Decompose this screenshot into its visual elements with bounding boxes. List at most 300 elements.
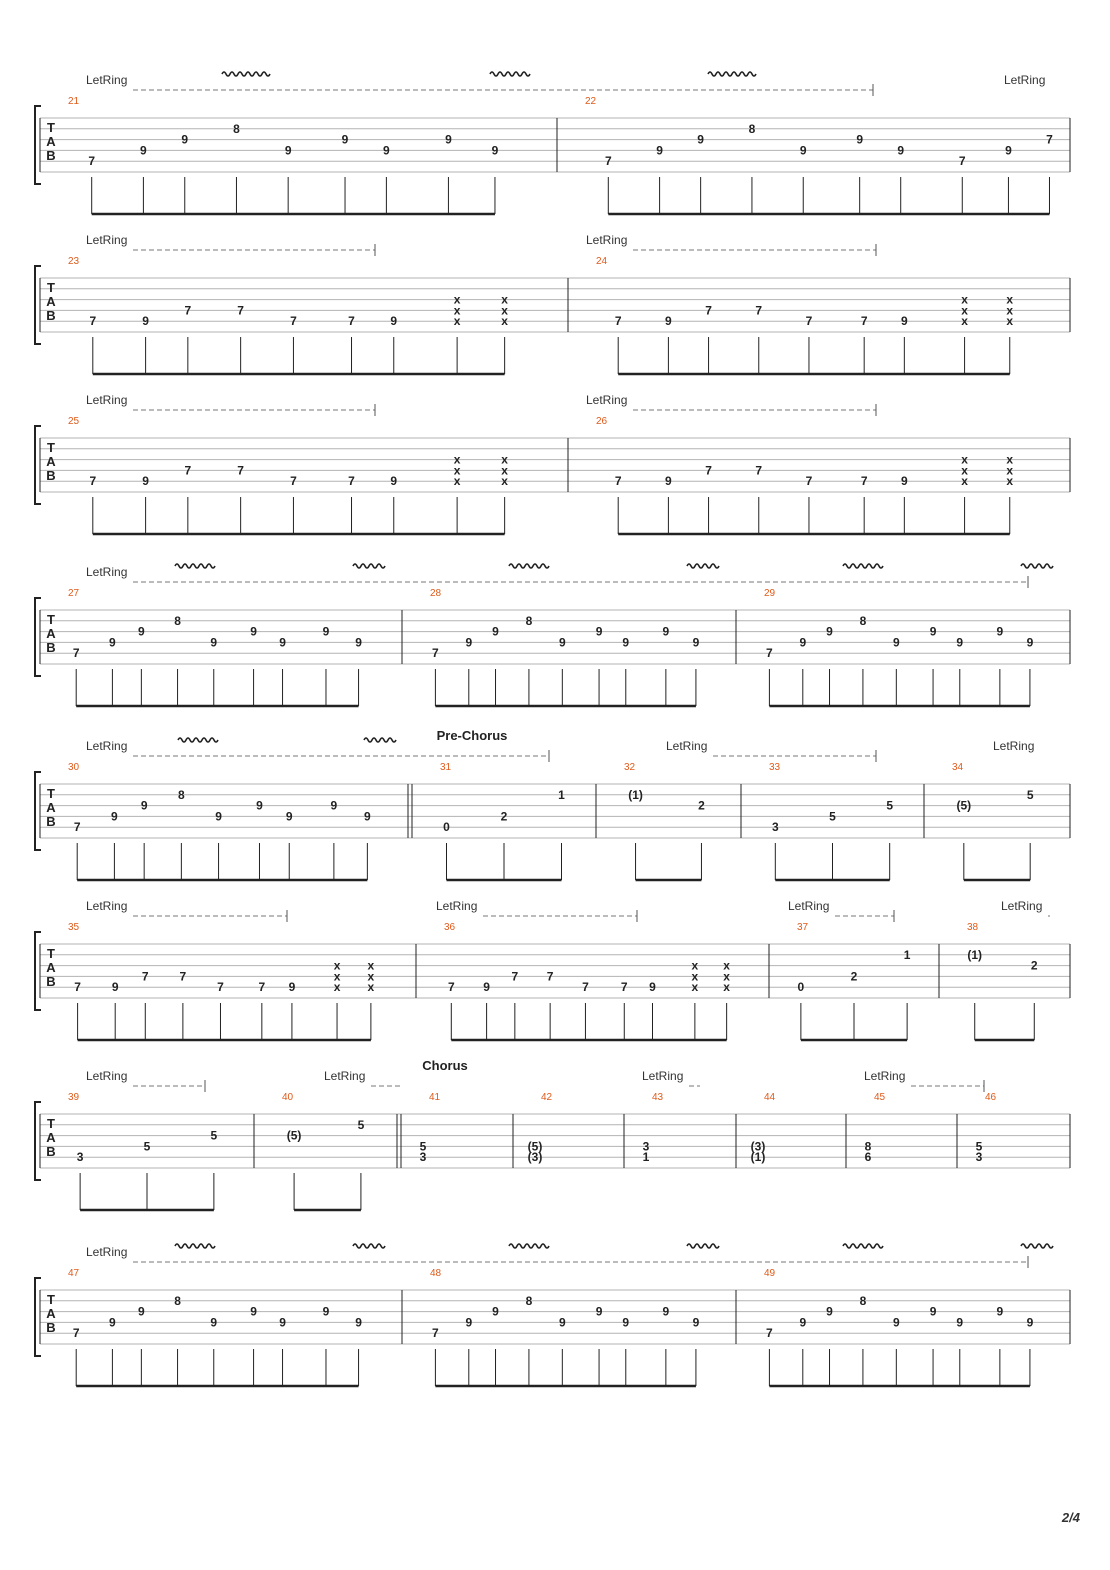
page-number: 2/4 <box>1061 1510 1080 1525</box>
fret-number: 8 <box>525 613 533 628</box>
vibrato-mark <box>509 564 549 568</box>
fret-number: 7 <box>805 314 813 329</box>
fret-number: 7 <box>258 980 266 995</box>
measure <box>68 256 508 374</box>
fret-number: 2 <box>500 809 508 824</box>
fret-number: 9 <box>322 1304 330 1319</box>
let-ring-label: LetRing <box>436 899 478 913</box>
fret-number: 9 <box>649 980 656 995</box>
fret-number: 7 <box>604 154 612 169</box>
dead-note: x <box>961 303 968 318</box>
fret-number: 9 <box>138 624 145 639</box>
fret-number: 7 <box>766 1326 773 1341</box>
fret-number: 9 <box>288 980 296 995</box>
fret-number: (5) <box>956 798 972 813</box>
fret-number: 7 <box>290 314 297 329</box>
fret-number: 9 <box>622 1315 630 1330</box>
dead-note: x <box>501 303 508 318</box>
fret-number: 9 <box>111 809 118 824</box>
fret-number: (5) <box>286 1128 302 1143</box>
measure <box>769 922 911 1040</box>
vibrato-mark <box>364 738 396 742</box>
measure-number: 41 <box>429 1092 441 1103</box>
dead-note: x <box>453 452 461 467</box>
fret-number: 9 <box>558 1315 566 1330</box>
fret-number: 9 <box>250 624 257 639</box>
fret-number: 8 <box>859 1293 867 1308</box>
fret-number: 9 <box>558 635 566 650</box>
dead-note: x <box>961 292 968 307</box>
fret-number: 7 <box>705 463 712 478</box>
vibrato-mark <box>843 564 883 568</box>
fret-number: 5 <box>886 798 894 813</box>
measure-number: 46 <box>985 1092 997 1103</box>
fret-number: 9 <box>665 314 672 329</box>
measure-number: 29 <box>764 588 776 599</box>
tab-clef-b: B <box>46 814 56 829</box>
fret-number: 9 <box>383 143 390 158</box>
measure <box>68 1268 362 1386</box>
measure-number: 28 <box>430 588 442 599</box>
fret-number: 9 <box>1026 1315 1034 1330</box>
dead-note: x <box>367 958 375 973</box>
vibrato-mark <box>175 564 215 568</box>
tab-clef-b: B <box>46 468 56 483</box>
vibrato-mark <box>1021 1244 1053 1248</box>
fret-number: 5 <box>143 1139 151 1154</box>
measure-number: 23 <box>68 256 80 267</box>
fret-number: 5 <box>975 1139 983 1154</box>
dead-note: x <box>453 314 461 329</box>
tab-system <box>35 233 1070 374</box>
fret-number: 9 <box>355 635 362 650</box>
fret-number: 9 <box>996 624 1004 639</box>
tab-clef-a: A <box>46 960 56 975</box>
fret-number: 7 <box>184 303 192 318</box>
fret-number: (3) <box>527 1150 543 1165</box>
fret-number: 9 <box>250 1304 257 1319</box>
fret-number: 8 <box>859 613 867 628</box>
fret-number: 5 <box>210 1128 218 1143</box>
fret-number: 3 <box>419 1150 427 1165</box>
fret-number: 1 <box>642 1150 650 1165</box>
fret-number: 9 <box>900 314 908 329</box>
fret-number: 9 <box>330 798 338 813</box>
fret-number: 9 <box>284 143 292 158</box>
fret-number: 9 <box>799 143 807 158</box>
tab-system <box>35 72 1070 214</box>
fret-number: 5 <box>419 1139 427 1154</box>
fret-number: 9 <box>142 474 149 489</box>
tab-system <box>35 728 1070 880</box>
fret-number: 7 <box>958 154 966 169</box>
tab-clef-t: T <box>47 786 55 801</box>
fret-number: 7 <box>860 314 868 329</box>
measure-number: 27 <box>68 588 80 599</box>
dead-note: x <box>1006 463 1014 478</box>
dead-note: x <box>453 474 461 489</box>
let-ring-label: LetRing <box>86 565 128 579</box>
fret-number: 9 <box>181 132 189 147</box>
fret-number: 7 <box>88 154 96 169</box>
fret-number: 8 <box>178 787 185 802</box>
fret-number: 7 <box>73 820 81 835</box>
measure-number: 35 <box>68 922 80 933</box>
fret-number: 5 <box>357 1117 365 1132</box>
dead-note: x <box>453 463 461 478</box>
tab-clef-t: T <box>47 946 55 961</box>
fret-number: 8 <box>174 1293 181 1308</box>
fret-number: 9 <box>492 1304 499 1319</box>
tab-clef-b: B <box>46 640 56 655</box>
measure <box>846 1092 886 1168</box>
let-ring-label: LetRing <box>1001 899 1043 913</box>
fret-number: 7 <box>805 474 813 489</box>
measure <box>596 762 705 880</box>
fret-number: (1) <box>628 787 643 802</box>
fret-number: 9 <box>483 980 490 995</box>
measure-number: 33 <box>769 762 781 773</box>
dead-note: x <box>961 452 968 467</box>
let-ring-label: LetRing <box>586 393 628 407</box>
fret-number: 7 <box>755 463 763 478</box>
dead-note: x <box>1006 474 1014 489</box>
fret-number: 7 <box>755 303 763 318</box>
measure <box>68 96 499 214</box>
fret-number: 9 <box>595 624 603 639</box>
fret-number: 9 <box>826 624 833 639</box>
fret-number: 9 <box>892 1315 900 1330</box>
measure <box>939 922 1038 1040</box>
fret-number: 7 <box>432 646 439 661</box>
measure-number: 43 <box>652 1092 664 1103</box>
fret-number: 9 <box>210 635 218 650</box>
fret-number: 9 <box>341 132 349 147</box>
measure <box>957 1092 997 1168</box>
measure-number: 47 <box>68 1268 80 1279</box>
dead-note: x <box>367 980 375 995</box>
fret-number: 9 <box>109 1315 116 1330</box>
fret-number: 9 <box>799 635 807 650</box>
fret-number: 7 <box>72 646 80 661</box>
measure-number: 32 <box>624 762 636 773</box>
measure-number: 30 <box>68 762 80 773</box>
fret-number: 7 <box>614 314 622 329</box>
dead-note: x <box>961 463 968 478</box>
fret-number: 9 <box>662 1304 670 1319</box>
dead-note: x <box>1006 303 1014 318</box>
fret-number: 7 <box>1046 132 1053 147</box>
measure-number: 34 <box>952 762 964 773</box>
fret-number: 9 <box>111 980 119 995</box>
fret-number: 3 <box>642 1139 650 1154</box>
dead-note: x <box>333 980 341 995</box>
fret-number: 7 <box>447 980 455 995</box>
fret-number: 9 <box>956 1315 964 1330</box>
fret-number: 9 <box>900 474 908 489</box>
fret-number: 9 <box>215 809 222 824</box>
measure <box>68 762 371 880</box>
fret-number: 7 <box>237 463 244 478</box>
fret-number: 6 <box>864 1150 872 1165</box>
tab-clef-a: A <box>46 294 56 309</box>
fret-number: 9 <box>256 798 263 813</box>
measure <box>402 588 700 706</box>
let-ring-label: LetRing <box>86 1245 128 1259</box>
tab-system <box>35 899 1070 1040</box>
measure-number: 39 <box>68 1092 80 1103</box>
measure <box>513 1092 553 1168</box>
tab-clef-t: T <box>47 612 55 627</box>
measure-number: 45 <box>874 1092 886 1103</box>
measure-number: 31 <box>440 762 452 773</box>
measure-number: 44 <box>764 1092 776 1103</box>
fret-number: 7 <box>290 474 297 489</box>
vibrato-mark <box>175 1244 215 1248</box>
fret-number: 8 <box>864 1139 872 1154</box>
let-ring-label: LetRing <box>586 233 628 247</box>
fret-number: 9 <box>322 624 330 639</box>
fret-number: 9 <box>692 1315 700 1330</box>
fret-number: 9 <box>692 635 700 650</box>
fret-number: 9 <box>799 1315 807 1330</box>
measure-number: 48 <box>430 1268 442 1279</box>
measure <box>736 1268 1034 1386</box>
let-ring-label: LetRing <box>86 899 128 913</box>
fret-number: 9 <box>390 314 398 329</box>
dead-note: x <box>1006 292 1014 307</box>
fret-number: 0 <box>797 980 805 995</box>
dead-note: x <box>723 980 730 995</box>
measure-number: 25 <box>68 416 80 427</box>
tab-clef-a: A <box>46 1130 56 1145</box>
let-ring-label: LetRing <box>666 739 708 753</box>
tab-clef-t: T <box>47 120 55 135</box>
fret-number: 7 <box>72 1326 80 1341</box>
fret-number: 2 <box>698 798 705 813</box>
measure <box>736 1092 776 1168</box>
fret-number: 9 <box>109 635 116 650</box>
fret-number: (1) <box>750 1150 766 1165</box>
let-ring-label: LetRing <box>86 233 128 247</box>
fret-number: 1 <box>558 787 565 802</box>
let-ring-label: LetRing <box>993 739 1035 753</box>
dead-note: x <box>501 292 508 307</box>
measure <box>557 96 1053 214</box>
measure <box>254 1092 365 1210</box>
fret-number: 7 <box>237 303 244 318</box>
dead-note: x <box>723 958 730 973</box>
measure <box>736 588 1034 706</box>
measure <box>924 762 1034 880</box>
fret-number: 9 <box>656 143 663 158</box>
fret-number: 5 <box>829 809 836 824</box>
fret-number: 2 <box>850 969 858 984</box>
fret-number: 9 <box>665 474 672 489</box>
dead-note: x <box>1006 314 1014 329</box>
dead-note: x <box>691 958 699 973</box>
fret-number: 2 <box>1030 958 1038 973</box>
fret-number: 7 <box>705 303 712 318</box>
fret-number: 9 <box>1005 143 1012 158</box>
fret-number: 9 <box>492 624 499 639</box>
dead-note: x <box>691 969 699 984</box>
measure <box>624 1092 664 1168</box>
fret-number: (1) <box>967 947 983 962</box>
vibrato-mark <box>222 72 270 76</box>
tab-clef-b: B <box>46 974 56 989</box>
fret-number: 9 <box>595 1304 603 1319</box>
fret-number: 9 <box>140 798 148 813</box>
vibrato-mark <box>353 1244 385 1248</box>
fret-number: 7 <box>217 980 224 995</box>
measure-number: 40 <box>282 1092 294 1103</box>
vibrato-mark <box>687 1244 719 1248</box>
tab-clef-b: B <box>46 308 56 323</box>
fret-number: 9 <box>390 474 398 489</box>
tab-system <box>35 1058 1070 1210</box>
measure <box>68 588 362 706</box>
dead-note: x <box>453 303 461 318</box>
fret-number: 9 <box>856 132 864 147</box>
let-ring-label: LetRing <box>642 1069 684 1083</box>
fret-number: 5 <box>1026 787 1034 802</box>
tab-clef-b: B <box>46 1320 56 1335</box>
let-ring-label: LetRing <box>86 73 128 87</box>
section-label: Chorus <box>422 1058 468 1073</box>
tab-clef-t: T <box>47 440 55 455</box>
fret-number: 7 <box>860 474 868 489</box>
vibrato-mark <box>843 1244 883 1248</box>
fret-number: 9 <box>445 132 452 147</box>
measure-number: 36 <box>444 922 456 933</box>
fret-number: 9 <box>929 624 937 639</box>
fret-number: 9 <box>285 809 293 824</box>
let-ring-label: LetRing <box>864 1069 906 1083</box>
fret-number: 8 <box>233 121 240 136</box>
vibrato-mark <box>509 1244 549 1248</box>
vibrato-mark <box>708 72 756 76</box>
dead-note: x <box>723 969 730 984</box>
tab-clef-t: T <box>47 280 55 295</box>
fret-number: 3 <box>975 1150 983 1165</box>
fret-number: 9 <box>142 314 149 329</box>
fret-number: 8 <box>174 613 181 628</box>
let-ring-label: LetRing <box>86 393 128 407</box>
dead-note: x <box>501 452 508 467</box>
fret-number: 9 <box>465 635 473 650</box>
vibrato-mark <box>490 72 530 76</box>
vibrato-mark <box>178 738 218 742</box>
measure-number: 21 <box>68 96 80 107</box>
fret-number: 7 <box>74 980 81 995</box>
fret-number: 9 <box>826 1304 833 1319</box>
fret-number: 7 <box>89 314 97 329</box>
fret-number: 9 <box>897 143 905 158</box>
measure <box>68 922 375 1040</box>
tab-clef-a: A <box>46 626 56 641</box>
tab-clef-t: T <box>47 1116 55 1131</box>
measure-number: 37 <box>797 922 809 933</box>
section-label: Pre-Chorus <box>436 728 508 743</box>
tab-clef-b: B <box>46 148 56 163</box>
measure <box>741 762 893 880</box>
fret-number: 3 <box>76 1150 84 1165</box>
vibrato-mark <box>687 564 719 568</box>
dead-note: x <box>501 474 508 489</box>
tab-clef-a: A <box>46 454 56 469</box>
dead-note: x <box>1006 452 1014 467</box>
fret-number: 9 <box>140 143 147 158</box>
fret-number: 7 <box>184 463 192 478</box>
vibrato-mark <box>353 564 385 568</box>
dead-note: x <box>501 314 508 329</box>
tab-clef-b: B <box>46 1144 56 1159</box>
measure <box>68 1092 218 1210</box>
dead-note: x <box>501 463 508 478</box>
let-ring-label: LetRing <box>1004 73 1046 87</box>
dead-note: x <box>333 958 341 973</box>
fret-number: 9 <box>364 809 371 824</box>
tab-system <box>35 393 1070 534</box>
fret-number: 9 <box>697 132 704 147</box>
fret-number: 9 <box>892 635 900 650</box>
measure <box>402 1268 700 1386</box>
measure <box>568 416 1013 534</box>
fret-number: 7 <box>766 646 773 661</box>
measure-number: 38 <box>967 922 979 933</box>
fret-number: 3 <box>771 820 779 835</box>
tab-clef-t: T <box>47 1292 55 1307</box>
measure-number: 26 <box>596 416 608 427</box>
fret-number: 9 <box>355 1315 362 1330</box>
dead-note: x <box>691 980 699 995</box>
dead-note: x <box>333 969 341 984</box>
measure <box>68 416 508 534</box>
fret-number: 9 <box>622 635 630 650</box>
dead-note: x <box>961 314 968 329</box>
fret-number: 7 <box>432 1326 439 1341</box>
let-ring-label: LetRing <box>324 1069 366 1083</box>
tab-system <box>35 564 1070 706</box>
fret-number: 7 <box>511 969 519 984</box>
fret-number: 7 <box>89 474 97 489</box>
fret-number: (3) <box>750 1139 766 1154</box>
fret-number: 9 <box>662 624 670 639</box>
fret-number: (5) <box>527 1139 543 1154</box>
fret-number: 9 <box>210 1315 218 1330</box>
vibrato-mark <box>1021 564 1053 568</box>
fret-number: 7 <box>348 314 355 329</box>
measure <box>568 256 1013 374</box>
fret-number: 7 <box>141 969 149 984</box>
measure-number: 42 <box>541 1092 553 1103</box>
fret-number: 9 <box>996 1304 1004 1319</box>
measure <box>412 762 565 880</box>
fret-number: 7 <box>546 969 554 984</box>
fret-number: 9 <box>956 635 964 650</box>
fret-number: 7 <box>582 980 589 995</box>
measure-number: 49 <box>764 1268 776 1279</box>
tab-clef-a: A <box>46 1306 56 1321</box>
measure-number: 24 <box>596 256 608 267</box>
fret-number: 9 <box>491 143 499 158</box>
let-ring-label: LetRing <box>788 899 830 913</box>
dead-note: x <box>367 969 375 984</box>
dead-note: x <box>453 292 461 307</box>
fret-number: 0 <box>443 820 450 835</box>
let-ring-label: LetRing <box>86 1069 128 1083</box>
